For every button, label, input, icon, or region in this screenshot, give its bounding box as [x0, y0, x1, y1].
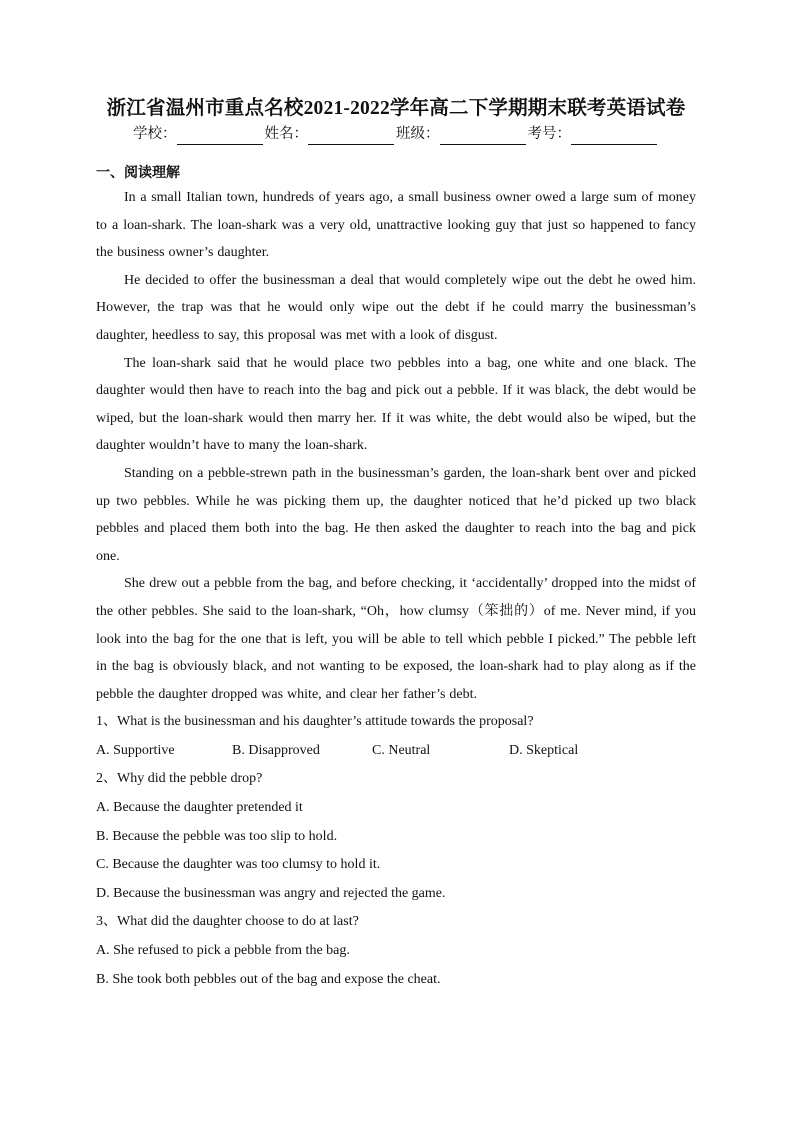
option-a: A. Because the daughter pretended it	[96, 800, 303, 816]
section-heading: 一、阅读理解	[96, 166, 180, 181]
option-row	[96, 737, 696, 766]
passage-paragraph: He decided to offer the businessman a deal that would completely wipe out the debt he owed him. However, the trap was that he would only wipe out the debt if he could marry the businessman’s daughter, heedless to say, this proposal was met with a look of disgust.	[96, 272, 696, 343]
passage-paragraph: She drew out a pebble from the bag, and before checking, it ‘accidentally’ dropped into the midst of the other pebbles. She said to the loan-shark, “Oh，how clumsy（笨拙的）of me. Never mind, if you look into the bag for the one that is left, you will be able to tell which pebble I picked.” The pebble left in the bag is obviously black, and not wanting to be exposed, the loan-shark had to play along as if the pebble the daughter dropped was white, and clear her father’s debt.	[96, 576, 696, 702]
option-c: C. Because the daughter was too clumsy to hold it.	[96, 857, 381, 873]
question-1	[96, 708, 696, 765]
exam-number-field	[528, 123, 660, 145]
question-3	[96, 908, 696, 994]
question-2	[96, 765, 696, 908]
option-a: A. She refused to pick a pebble from the bag.	[96, 943, 350, 959]
student-info-row	[96, 123, 696, 145]
exam-page	[96, 96, 696, 994]
question-stem: 2、Why did the pebble drop?	[96, 771, 263, 787]
exam-title: 浙江省温州市重点名校2021-2022学年高二下学期期末联考英语试卷	[106, 98, 686, 119]
option-b: B. She took both pebbles out of the bag and expose the cheat.	[96, 971, 441, 987]
option-b: B. Because the pebble was too slip to hold.	[96, 828, 338, 844]
option-c: C. Neutral	[372, 742, 431, 758]
class-label: 班级：	[396, 126, 440, 142]
question-stem: 1、What is the businessman and his daughter’s attitude towards the proposal?	[96, 714, 534, 730]
exam-number-blank	[571, 128, 657, 145]
name-field	[265, 123, 397, 145]
reading-passage	[96, 184, 696, 708]
class-field	[396, 123, 528, 145]
passage-paragraph: Standing on a pebble-strewn path in the businessman’s garden, the loan-shark bent over and picked up two pebbles. While he was picking them up, the daughter noticed that he’d picked up two black pebbles and placed them both into the bag. He then asked the daughter to reach into the bag and pick one.	[96, 465, 696, 564]
option-d: D. Skeptical	[509, 742, 579, 758]
school-field	[133, 123, 265, 145]
name-blank	[308, 128, 394, 145]
passage-paragraph: The loan-shark said that he would place two pebbles into a bag, one white and one black. The daughter would then have to reach into the bag and pick out a pebble. If it was black, the debt would be wiped, but the loan-shark would then marry her. If it was white, the debt would also be wiped, but the daughter wouldn’t have to many the loan-shark.	[96, 355, 696, 454]
option-a: A. Supportive	[96, 742, 175, 758]
school-blank	[177, 128, 263, 145]
class-blank	[440, 128, 526, 145]
school-label: 学校：	[133, 126, 177, 142]
option-d: D. Because the businessman was angry and rejected the game.	[96, 885, 446, 901]
exam-number-label: 考号：	[527, 126, 571, 142]
passage-paragraph: In a small Italian town, hundreds of years ago, a small business owner owed a large sum of money to a loan-shark. The loan-shark was a very old, unattractive looking guy that just so happened to fancy the business owner’s daughter.	[96, 190, 696, 261]
name-label: 姓名：	[264, 126, 308, 142]
question-stem: 3、What did the daughter choose to do at last?	[96, 914, 359, 930]
option-b: B. Disapproved	[232, 742, 320, 758]
